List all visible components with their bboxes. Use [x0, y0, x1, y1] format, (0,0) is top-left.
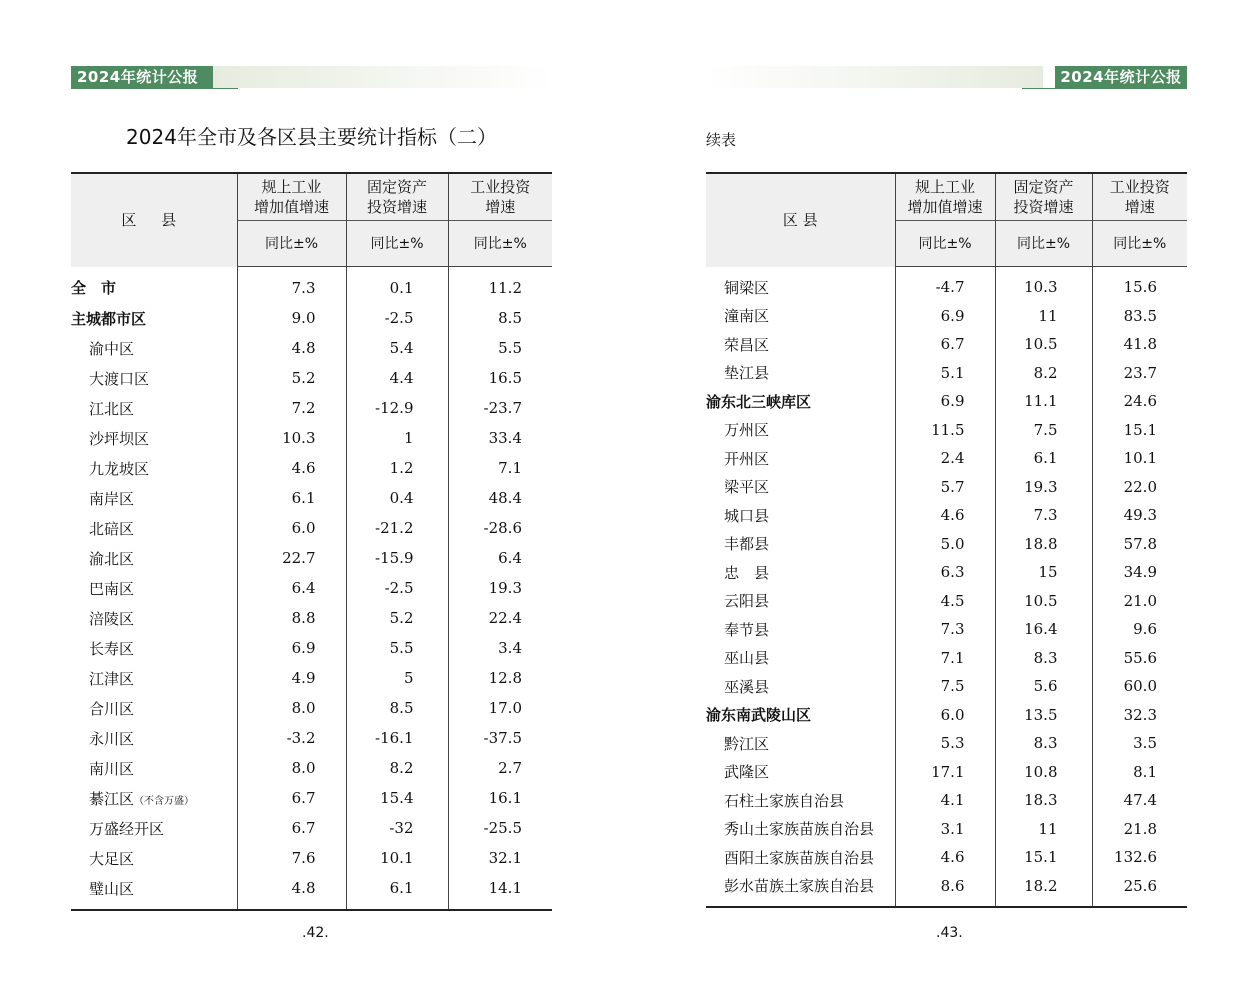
industrial-investment-growth: -37.5 [448, 723, 552, 753]
subheader-yoy: 同比±% [237, 221, 346, 267]
district-name: 云阳县 [724, 592, 770, 611]
table-row [706, 267, 1187, 302]
industrial-value-added-growth: 7.6 [237, 843, 346, 873]
industrial-investment-growth: 55.6 [1092, 644, 1187, 673]
industrial-investment-growth: 17.0 [448, 693, 552, 723]
fixed-asset-investment-growth: 8.3 [995, 729, 1092, 758]
subheader-yoy: 同比±% [995, 221, 1092, 267]
fixed-asset-investment-growth: -12.9 [346, 393, 448, 423]
industrial-value-added-growth: 3.1 [895, 815, 995, 844]
industrial-investment-growth: 23.7 [1092, 359, 1187, 388]
table-row [706, 587, 1187, 616]
fixed-asset-investment-growth: -16.1 [346, 723, 448, 753]
industrial-investment-growth: 21.8 [1092, 815, 1187, 844]
industrial-value-added-growth: 6.9 [895, 387, 995, 416]
district-name: 忠 县 [724, 563, 770, 582]
fixed-asset-investment-growth: 8.3 [995, 644, 1092, 673]
fixed-asset-investment-growth: 18.8 [995, 530, 1092, 559]
fixed-asset-investment-growth: 11 [995, 815, 1092, 844]
district-name: 石柱土家族自治县 [724, 791, 845, 810]
table-row [71, 513, 552, 543]
industrial-value-added-growth: 6.9 [895, 302, 995, 331]
industrial-investment-growth: 16.5 [448, 363, 552, 393]
industrial-investment-growth: 32.1 [448, 843, 552, 873]
continued-label: 续表 [706, 131, 737, 149]
banner-underline [1022, 88, 1187, 89]
district-name: 大渡口区 [89, 369, 150, 388]
industrial-value-added-growth: 7.5 [895, 672, 995, 701]
district-name: 合川区 [89, 699, 135, 718]
district-name: 渝东南武陵山区 [706, 706, 812, 725]
industrial-investment-growth: 19.3 [448, 573, 552, 603]
industrial-value-added-growth: 6.7 [895, 330, 995, 359]
fixed-asset-investment-growth: 7.3 [995, 501, 1092, 530]
table-row [71, 333, 552, 363]
industrial-investment-growth: 33.4 [448, 423, 552, 453]
fixed-asset-investment-growth: 5.6 [995, 672, 1092, 701]
fixed-asset-investment-growth: 10.3 [995, 267, 1092, 302]
fixed-asset-investment-growth: 18.3 [995, 786, 1092, 815]
industrial-investment-growth: 22.0 [1092, 473, 1187, 502]
industrial-investment-growth: 49.3 [1092, 501, 1187, 530]
industrial-investment-growth: 8.1 [1092, 758, 1187, 787]
subheader-yoy: 同比±% [448, 221, 552, 267]
fixed-asset-investment-growth: 8.2 [346, 753, 448, 783]
table-row [71, 783, 552, 813]
industrial-investment-growth: 132.6 [1092, 843, 1187, 872]
industrial-investment-growth: 32.3 [1092, 701, 1187, 730]
district-name: 北碚区 [89, 519, 135, 538]
table-row [71, 483, 552, 513]
fixed-asset-investment-growth: 10.5 [995, 330, 1092, 359]
industrial-value-added-growth: 5.7 [895, 473, 995, 502]
industrial-value-added-growth: 4.6 [237, 453, 346, 483]
fixed-asset-investment-growth: 15 [995, 558, 1092, 587]
district-name: 酉阳土家族苗族自治县 [724, 848, 875, 867]
district-name: 江津区 [89, 669, 135, 688]
fixed-asset-investment-growth: 16.4 [995, 615, 1092, 644]
fixed-asset-investment-growth: -32 [346, 813, 448, 843]
industrial-investment-growth: 2.7 [448, 753, 552, 783]
table-row [71, 603, 552, 633]
district-name: 黔江区 [724, 734, 770, 753]
industrial-investment-growth: 8.5 [448, 303, 552, 333]
industrial-investment-growth: 15.1 [1092, 416, 1187, 445]
table-row [71, 723, 552, 753]
industrial-value-added-growth: 4.1 [895, 786, 995, 815]
table-row [706, 330, 1187, 359]
table-row [706, 701, 1187, 730]
industrial-value-added-growth: 2.4 [895, 444, 995, 473]
industrial-value-added-growth: 8.0 [237, 693, 346, 723]
table-row [706, 558, 1187, 587]
fixed-asset-investment-growth: -2.5 [346, 573, 448, 603]
page-title: 2024年全市及各区县主要统计指标（二） [126, 125, 497, 149]
table-row [71, 813, 552, 843]
industrial-value-added-growth: 8.6 [895, 872, 995, 908]
industrial-investment-growth: -28.6 [448, 513, 552, 543]
district-name: 南岸区 [89, 489, 135, 508]
table-body [71, 267, 552, 911]
table-row [706, 530, 1187, 559]
table-row [71, 573, 552, 603]
banner-label: 2024年统计公报 [71, 66, 213, 88]
table-row [706, 615, 1187, 644]
industrial-value-added-growth: 4.6 [895, 501, 995, 530]
table-row [706, 872, 1187, 908]
district-name: 巫山县 [724, 649, 770, 668]
industrial-value-added-growth: 10.3 [237, 423, 346, 453]
industrial-value-added-growth: 17.1 [895, 758, 995, 787]
industrial-investment-growth: 10.1 [1092, 444, 1187, 473]
industrial-investment-growth: 47.4 [1092, 786, 1187, 815]
district-name: 江北区 [89, 399, 135, 418]
table-row [71, 693, 552, 723]
fixed-asset-investment-growth: 8.5 [346, 693, 448, 723]
district-name: 万州区 [724, 421, 770, 440]
industrial-investment-growth: 48.4 [448, 483, 552, 513]
page-number: .43. [936, 925, 963, 941]
header-industrial-value-added: 规上工业 增加值增速 [237, 173, 346, 221]
table-row [706, 444, 1187, 473]
district-name: 渝东北三峡库区 [706, 392, 812, 411]
fixed-asset-investment-growth: 1.2 [346, 453, 448, 483]
industrial-value-added-growth: 6.0 [895, 701, 995, 730]
industrial-value-added-growth: 8.8 [237, 603, 346, 633]
fixed-asset-investment-growth: 5.4 [346, 333, 448, 363]
industrial-investment-growth: 22.4 [448, 603, 552, 633]
district-name: 巫溪县 [724, 677, 770, 696]
industrial-investment-growth: 25.6 [1092, 872, 1187, 908]
district-name: 奉节县 [724, 620, 770, 639]
fixed-asset-investment-growth: 19.3 [995, 473, 1092, 502]
district-name: 城口县 [724, 506, 770, 525]
industrial-investment-growth: 11.2 [448, 267, 552, 304]
district-name: 綦江区（不含万盛） [89, 789, 195, 808]
header-district: 区 县 [71, 173, 237, 267]
industrial-value-added-growth: -3.2 [237, 723, 346, 753]
table-row [706, 416, 1187, 445]
industrial-investment-growth: 24.6 [1092, 387, 1187, 416]
table-row [706, 729, 1187, 758]
district-name: 长寿区 [89, 639, 135, 658]
fixed-asset-investment-growth: 7.5 [995, 416, 1092, 445]
table-row [706, 672, 1187, 701]
table-row [71, 633, 552, 663]
industrial-value-added-growth: 4.8 [237, 333, 346, 363]
fixed-asset-investment-growth: 15.4 [346, 783, 448, 813]
stats-table [71, 172, 552, 911]
fixed-asset-investment-growth: 15.1 [995, 843, 1092, 872]
fixed-asset-investment-growth: 5.2 [346, 603, 448, 633]
industrial-value-added-growth: 5.0 [895, 530, 995, 559]
district-name: 璧山区 [89, 879, 135, 898]
industrial-value-added-growth: 5.1 [895, 359, 995, 388]
fixed-asset-investment-growth: 10.5 [995, 587, 1092, 616]
table-row [71, 663, 552, 693]
header-district: 区 县 [706, 173, 895, 267]
industrial-investment-growth: 60.0 [1092, 672, 1187, 701]
header-fixed-asset-investment: 固定资产 投资增速 [346, 173, 448, 221]
district-note: （不含万盛） [134, 795, 195, 807]
district-name: 开州区 [724, 449, 770, 468]
industrial-value-added-growth: 7.2 [237, 393, 346, 423]
table-row [706, 815, 1187, 844]
district-name: 沙坪坝区 [89, 429, 150, 448]
industrial-value-added-growth: 6.0 [237, 513, 346, 543]
industrial-investment-growth: 3.4 [448, 633, 552, 663]
industrial-investment-growth: 83.5 [1092, 302, 1187, 331]
fixed-asset-investment-growth: -21.2 [346, 513, 448, 543]
banner-underline [71, 88, 238, 89]
industrial-value-added-growth: 4.8 [237, 873, 346, 910]
fixed-asset-investment-growth: 1 [346, 423, 448, 453]
industrial-value-added-growth: 5.3 [895, 729, 995, 758]
header-industrial-investment: 工业投资 增速 [448, 173, 552, 221]
industrial-investment-growth: 5.5 [448, 333, 552, 363]
district-name: 九龙坡区 [89, 459, 150, 478]
table-row [71, 843, 552, 873]
industrial-value-added-growth: 6.7 [237, 783, 346, 813]
district-name: 秀山土家族苗族自治县 [724, 820, 875, 839]
industrial-investment-growth: 16.1 [448, 783, 552, 813]
industrial-investment-growth: 9.6 [1092, 615, 1187, 644]
industrial-value-added-growth: 6.9 [237, 633, 346, 663]
industrial-investment-growth: 57.8 [1092, 530, 1187, 559]
fixed-asset-investment-growth: 10.1 [346, 843, 448, 873]
table-row [706, 387, 1187, 416]
table-row [706, 359, 1187, 388]
page-number: .42. [302, 925, 329, 941]
industrial-investment-growth: 7.1 [448, 453, 552, 483]
district-name: 万盛经开区 [89, 819, 165, 838]
industrial-investment-growth: -25.5 [448, 813, 552, 843]
industrial-value-added-growth: 6.4 [237, 573, 346, 603]
fixed-asset-investment-growth: 18.2 [995, 872, 1092, 908]
fixed-asset-investment-growth: 13.5 [995, 701, 1092, 730]
industrial-investment-growth: 3.5 [1092, 729, 1187, 758]
header-banner [71, 66, 552, 88]
fixed-asset-investment-growth: 10.8 [995, 758, 1092, 787]
table-row [71, 393, 552, 423]
fixed-asset-investment-growth: -2.5 [346, 303, 448, 333]
header-industrial-investment: 工业投资 增速 [1092, 173, 1187, 221]
industrial-value-added-growth: 4.6 [895, 843, 995, 872]
industrial-value-added-growth: 6.3 [895, 558, 995, 587]
fixed-asset-investment-growth: 6.1 [346, 873, 448, 910]
header-banner [706, 66, 1187, 88]
industrial-value-added-growth: 7.1 [895, 644, 995, 673]
subheader-yoy: 同比±% [346, 221, 448, 267]
industrial-value-added-growth: 8.0 [237, 753, 346, 783]
fixed-asset-investment-growth: 11 [995, 302, 1092, 331]
industrial-value-added-growth: 6.7 [237, 813, 346, 843]
industrial-value-added-growth: 5.2 [237, 363, 346, 393]
table-row [706, 302, 1187, 331]
district-name: 渝中区 [89, 339, 135, 358]
right-page [630, 0, 1259, 998]
district-name: 垫江县 [724, 364, 770, 383]
district-name: 南川区 [89, 759, 135, 778]
stats-table-continued [706, 172, 1187, 908]
district-name: 梁平区 [724, 478, 770, 497]
industrial-investment-growth: 14.1 [448, 873, 552, 910]
table-row [71, 267, 552, 304]
table-row [71, 363, 552, 393]
industrial-investment-growth: 15.6 [1092, 267, 1187, 302]
industrial-investment-growth: 21.0 [1092, 587, 1187, 616]
fixed-asset-investment-growth: 11.1 [995, 387, 1092, 416]
industrial-value-added-growth: 4.9 [237, 663, 346, 693]
header-industrial-value-added: 规上工业 增加值增速 [895, 173, 995, 221]
banner-gradient [706, 66, 1043, 88]
fixed-asset-investment-growth: 5 [346, 663, 448, 693]
table-row [71, 303, 552, 333]
industrial-value-added-growth: 9.0 [237, 303, 346, 333]
industrial-value-added-growth: -4.7 [895, 267, 995, 302]
district-name: 永川区 [89, 729, 135, 748]
banner-gradient [213, 66, 552, 88]
table-row [71, 873, 552, 910]
industrial-value-added-growth: 4.5 [895, 587, 995, 616]
industrial-investment-growth: 12.8 [448, 663, 552, 693]
industrial-value-added-growth: 7.3 [895, 615, 995, 644]
fixed-asset-investment-growth: 0.4 [346, 483, 448, 513]
industrial-investment-growth: 6.4 [448, 543, 552, 573]
district-name: 大足区 [89, 849, 135, 868]
table-row [706, 758, 1187, 787]
district-name: 丰都县 [724, 535, 770, 554]
district-name: 全 市 [71, 279, 117, 298]
table-row [706, 501, 1187, 530]
district-name: 荣昌区 [724, 335, 770, 354]
fixed-asset-investment-growth: 0.1 [346, 267, 448, 304]
district-name: 武隆区 [724, 763, 770, 782]
industrial-investment-growth: 34.9 [1092, 558, 1187, 587]
fixed-asset-investment-growth: 6.1 [995, 444, 1092, 473]
industrial-value-added-growth: 6.1 [237, 483, 346, 513]
table-body [706, 267, 1187, 908]
header-fixed-asset-investment: 固定资产 投资增速 [995, 173, 1092, 221]
subheader-yoy: 同比±% [1092, 221, 1187, 267]
industrial-value-added-growth: 11.5 [895, 416, 995, 445]
district-name: 铜梁区 [724, 278, 770, 297]
district-name: 潼南区 [724, 307, 770, 326]
district-name: 主城都市区 [71, 309, 147, 328]
table-row [706, 473, 1187, 502]
table-row [706, 644, 1187, 673]
industrial-value-added-growth: 7.3 [237, 267, 346, 304]
table-row [71, 543, 552, 573]
fixed-asset-investment-growth: -15.9 [346, 543, 448, 573]
district-name: 巴南区 [89, 579, 135, 598]
subheader-yoy: 同比±% [895, 221, 995, 267]
fixed-asset-investment-growth: 4.4 [346, 363, 448, 393]
table-row [71, 453, 552, 483]
district-name: 渝北区 [89, 549, 135, 568]
table-row [71, 753, 552, 783]
fixed-asset-investment-growth: 5.5 [346, 633, 448, 663]
table-row [71, 423, 552, 453]
industrial-value-added-growth: 22.7 [237, 543, 346, 573]
table-row [706, 843, 1187, 872]
industrial-investment-growth: 41.8 [1092, 330, 1187, 359]
table-row [706, 786, 1187, 815]
industrial-investment-growth: -23.7 [448, 393, 552, 423]
district-name: 涪陵区 [89, 609, 135, 628]
district-name: 彭水苗族土家族自治县 [724, 877, 875, 896]
banner-label: 2024年统计公报 [1055, 66, 1187, 88]
fixed-asset-investment-growth: 8.2 [995, 359, 1092, 388]
